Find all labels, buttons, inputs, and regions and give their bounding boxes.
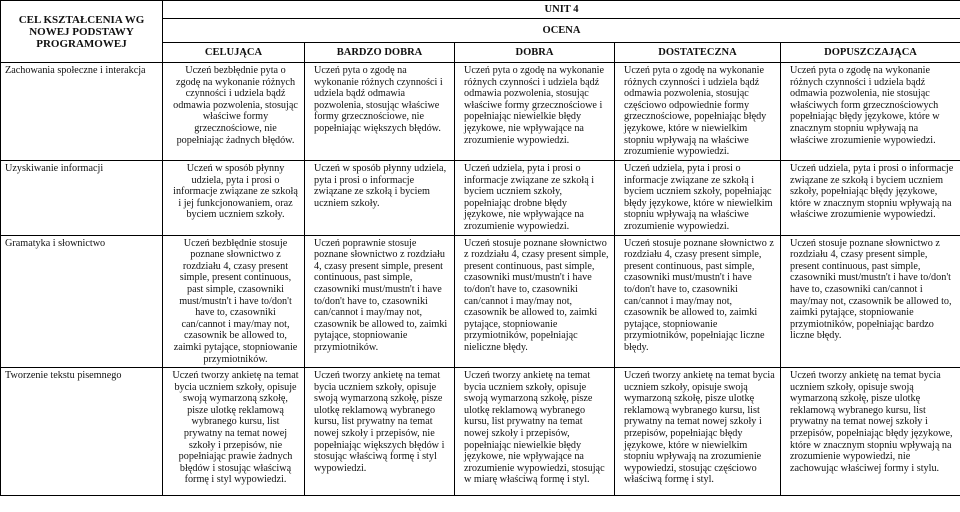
criteria-cell: Uczeń stosuje poznane słownictwo z rozdziału 4, czasy present simple, present continuous, past simple, czasowniki must/mustn't i have to/don't have to, czasowniki can/cannot i may/may not, czasownik be allowed to, zaimki pytające, stopniowanie przymiotników, popełniając liczne błędy. [615, 235, 781, 368]
criteria-cell: Uczeń pyta o zgodę na wykonanie różnych czynności i udziela bądź odmawia pozwolenia, stosując właściwe formy grzecznościowe i popełniając niewielkie błędy językowe, nie wpływające na zrozumienie wypowiedzi. [455, 63, 615, 161]
grade-bardzo-dobra-header: BARDZO DOBRA [305, 43, 455, 63]
curriculum-goal-header: CEL KSZTAŁCENIA WG NOWEJ PODSTAWY PROGRAMOWEJ [1, 1, 163, 63]
criteria-cell: Uczeń udziela, pyta i prosi o informacje związane ze szkołą i byciem uczniem szkoły, popełniając błędy językowe, które w niewielkim stopniu wpływają na właściwe zrozumienie wypowiedzi. [615, 161, 781, 236]
criteria-cell: Uczeń bezbłędnie stosuje poznane słownictwo z rozdziału 4, czasy present simple, present continuous, past simple, czasowniki must/mustn't i have to/don't have to, czasowniki can/cannot i may/may not, czasownik be allowed to, zaimki pytające, stopniowanie przymiotników. [163, 235, 305, 368]
criteria-cell: Uczeń stosuje poznane słownictwo z rozdziału 4, czasy present simple, present continuous, past simple, czasowniki must/mustn't i have to/don't have to, czasowniki can/cannot i may/may not, czasownik be allowed to, zaimki pytające, stopniowanie przymiotników, popełniając bardzo liczne błędy. [781, 235, 960, 368]
criteria-cell: Uczeń pyta o zgodę na wykonanie różnych czynności i udziela bądź odmawia pozwolenia, stosując właściwe formy grzecznościowe, nie popełniając większych błędów. [305, 63, 455, 161]
grade-header: OCENA [163, 19, 960, 43]
table-row [1, 63, 960, 161]
grade-celujaca-header: CELUJĄCA [163, 43, 305, 63]
criteria-cell: Uczeń tworzy ankietę na temat bycia uczniem szkoły, opisuje swoją wymarzoną szkołę, pisze ulotkę reklamową wybranego kursu, list prywatny na temat nowej szkoły i przepisów, popełniając niewielkie błędy językowe, nie wpływające na zrozumienie wypowiedzi, stosując w miarę właściwą formę i styl. [455, 368, 615, 496]
table-row [1, 161, 960, 236]
criteria-cell: Uczeń pyta o zgodę na wykonanie różnych czynności i udziela bądź odmawia pozwolenia, nie stosując właściwych form grzecznościowych popełniając błędy językowe, które w znacznym stopniu wpływają na właściwe zrozumienie wypowiedzi. [781, 63, 960, 161]
grade-dobra-header: DOBRA [455, 43, 615, 63]
criteria-cell: Uczeń tworzy ankietę na temat bycia uczniem szkoły, opisuje swoją wymarzoną szkołę, pisze ulotkę reklamową wybranego kursu, list prywatny na temat nowej szkoły i przepisów, popełniając błędy językowe, które w niewielkim stopniu wpływają na zrozumienie wypowiedzi, stosując częściowo właściwą formę i styl. [615, 368, 781, 496]
criteria-cell: Uczeń poprawnie stosuje poznane słownictwo z rozdziału 4, czasy present simple, present continuous, past simple, czasowniki must/mustn't i have to/don't have to, czasowniki can/cannot i may/may not, czasownik be allowed to, zaimki pytające, stopniowanie przymiotników. [305, 235, 455, 368]
table-row [1, 368, 960, 496]
row-label: Zachowania społeczne i interakcja [1, 63, 163, 161]
grade-dopuszczajaca-header: DOPUSZCZAJĄCA [781, 43, 960, 63]
criteria-cell: Uczeń stosuje poznane słownictwo z rozdziału 4, czasy present simple, present continuous, past simple, czasowniki must/mustn't i have to/don't have to, czasowniki can/cannot i may/may not, czasownik be allowed to, zaimki pytające, stopniowanie przymiotników, popełniając nieliczne błędy. [455, 235, 615, 368]
row-label: Gramatyka i słownictwo [1, 235, 163, 368]
row-label: Tworzenie tekstu pisemnego [1, 368, 163, 496]
criteria-cell: Uczeń udziela, pyta i prosi o informacje związane ze szkołą i byciem uczniem szkoły, popełniając błędy językowe, które w znacznym stopniu wpływają na właściwe zrozumienie wypowiedzi. [781, 161, 960, 236]
criteria-cell: Uczeń bezbłędnie pyta o zgodę na wykonanie różnych czynności i udziela bądź odmawia pozwolenia, stosując właściwe formy grzecznościowe, nie popełniając żadnych błędów. [163, 63, 305, 161]
unit-header: UNIT 4 [163, 1, 960, 19]
criteria-cell: Uczeń tworzy ankietę na temat bycia uczniem szkoły, opisuje swoją wymarzoną szkołę, pisze ulotkę reklamową wybranego kursu, list prywatny na temat nowej szkoły i przepisów, popełniając błędy językowe, które w znacznym stopniu wpływają na zrozumienie wypowiedzi, nie zachowując właściwej formy i stylu. [781, 368, 960, 496]
row-label: Uzyskiwanie informacji [1, 161, 163, 236]
criteria-cell: Uczeń w sposób płynny udziela, pyta i prosi o informacje związane ze szkołą i byciem uczniem szkoły. [305, 161, 455, 236]
criteria-cell: Uczeń tworzy ankietę na temat bycia uczniem szkoły, opisuje swoją wymarzoną szkołę, pisze ulotkę reklamową wybranego kursu, list prywatny na temat nowej szkoły i przepisów, nie popełniając prawie żadnych błędów i stosując właściwą formę i styl wypowiedzi. [163, 368, 305, 496]
criteria-cell: Uczeń tworzy ankietę na temat bycia uczniem szkoły, opisuje swoją wymarzoną szkołę, pisze ulotkę reklamową wybranego kursu, list prywatny na temat nowej szkoły i przepisów, nie popełniając większych błędów i stosując właściwą formę i styl wypowiedzi. [305, 368, 455, 496]
criteria-cell: Uczeń w sposób płynny udziela, pyta i prosi o informacje związane ze szkołą i jej funkcjonowaniem, oraz byciem uczniem szkoły. [163, 161, 305, 236]
criteria-cell: Uczeń udziela, pyta i prosi o informacje związane ze szkołą i byciem uczniem szkoły, popełniając drobne błędy językowe, nie wpływające na zrozumienie wypowiedzi. [455, 161, 615, 236]
criteria-cell: Uczeń pyta o zgodę na wykonanie różnych czynności i udziela bądź odmawia pozwolenia, stosując częściowo odpowiednie formy grzecznościowe, popełniając błędy językowe, które w niewielkim stopniu wpływają na właściwe zrozumienie wypowiedzi. [615, 63, 781, 161]
grade-dostateczna-header: DOSTATECZNA [615, 43, 781, 63]
table-row [1, 235, 960, 368]
